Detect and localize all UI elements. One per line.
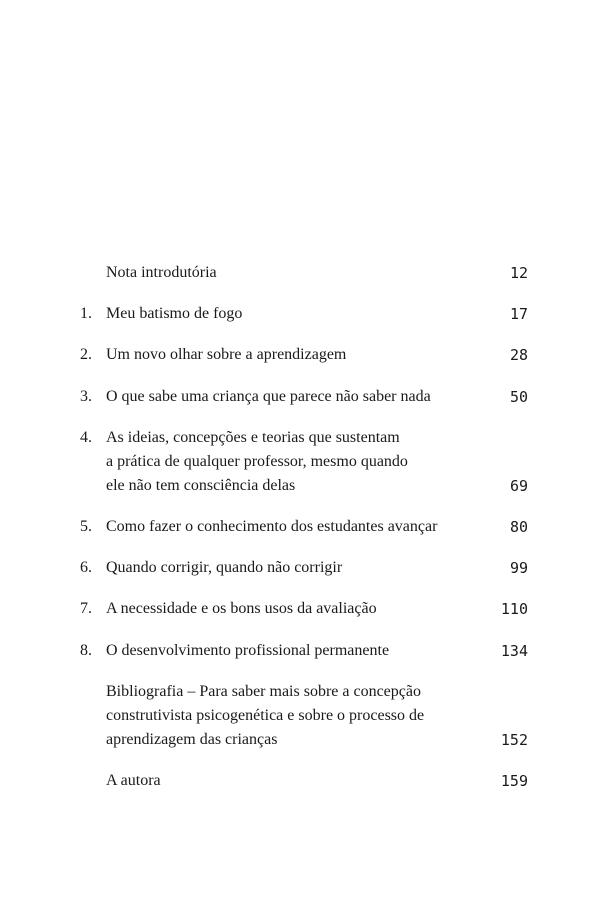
toc-entry-number: 4. <box>80 429 92 446</box>
toc-entry-number: 8. <box>80 642 92 659</box>
toc-entry-title-line: aprendizagem das crianças <box>106 731 278 748</box>
toc-entry-title <box>106 302 486 326</box>
toc-entry-number: 6. <box>80 559 92 576</box>
toc-entry-page: 12 <box>509 264 528 282</box>
toc-entry-page: 110 <box>500 600 528 618</box>
toc-entry-page: 152 <box>500 731 528 749</box>
toc-entry-title <box>106 515 486 539</box>
toc-entry-title-line: ele não tem consciência delas <box>106 477 296 494</box>
toc-entry-title-line: Meu batismo de fogo <box>106 305 243 322</box>
toc-entry-title <box>106 597 486 621</box>
toc-entry-title-line: construtivista psicogenética e sobre o processo de <box>106 707 425 724</box>
toc-entry-number: 7. <box>80 600 92 617</box>
toc-entry-title <box>106 343 486 367</box>
toc-entry-title-line: As ideias, concepções e teorias que sustentam <box>106 429 400 446</box>
toc-entry-title <box>106 680 486 752</box>
toc-entry-page: 69 <box>509 477 528 495</box>
toc-entry-title-line: Um novo olhar sobre a aprendizagem <box>106 346 347 363</box>
toc-entry-title-line: O desenvolvimento profissional permanente <box>106 642 390 659</box>
toc-entry-title <box>106 426 486 498</box>
toc-entry-number: 2. <box>80 346 92 363</box>
toc-entry-page: 17 <box>509 305 528 323</box>
toc-entry-page: 159 <box>500 772 528 790</box>
toc-entry-title <box>106 639 486 663</box>
toc-entry-title <box>106 261 486 285</box>
toc-entry-number: 1. <box>80 305 92 322</box>
toc-entry-page: 134 <box>500 642 528 660</box>
toc-entry-title-line: A necessidade e os bons usos da avaliação <box>106 600 377 617</box>
toc-entry-title-line: Como fazer o conhecimento dos estudantes avançar <box>106 518 438 535</box>
toc-entry-title <box>106 385 486 409</box>
toc-entry-number: 3. <box>80 388 92 405</box>
toc-entry-title <box>106 769 486 793</box>
toc-entry-title-line: Bibliografia – Para saber mais sobre a concepção <box>106 683 421 700</box>
toc-entry-number: 5. <box>80 518 92 535</box>
toc-entry-title-line: Quando corrigir, quando não corrigir <box>106 559 343 576</box>
toc-entry-title-line: A autora <box>106 772 161 789</box>
toc-entry-title-line: O que sabe uma criança que parece não saber nada <box>106 388 431 405</box>
toc-entry-title <box>106 556 486 580</box>
toc-entry-page: 99 <box>509 559 528 577</box>
toc-entry-title-line: a prática de qualquer professor, mesmo quando <box>106 453 408 470</box>
toc-entry-page: 80 <box>509 518 528 536</box>
toc-entry-page: 50 <box>509 388 528 406</box>
toc-entry-title-line: Nota introdutória <box>106 264 217 281</box>
toc-entry-page: 28 <box>509 346 528 364</box>
